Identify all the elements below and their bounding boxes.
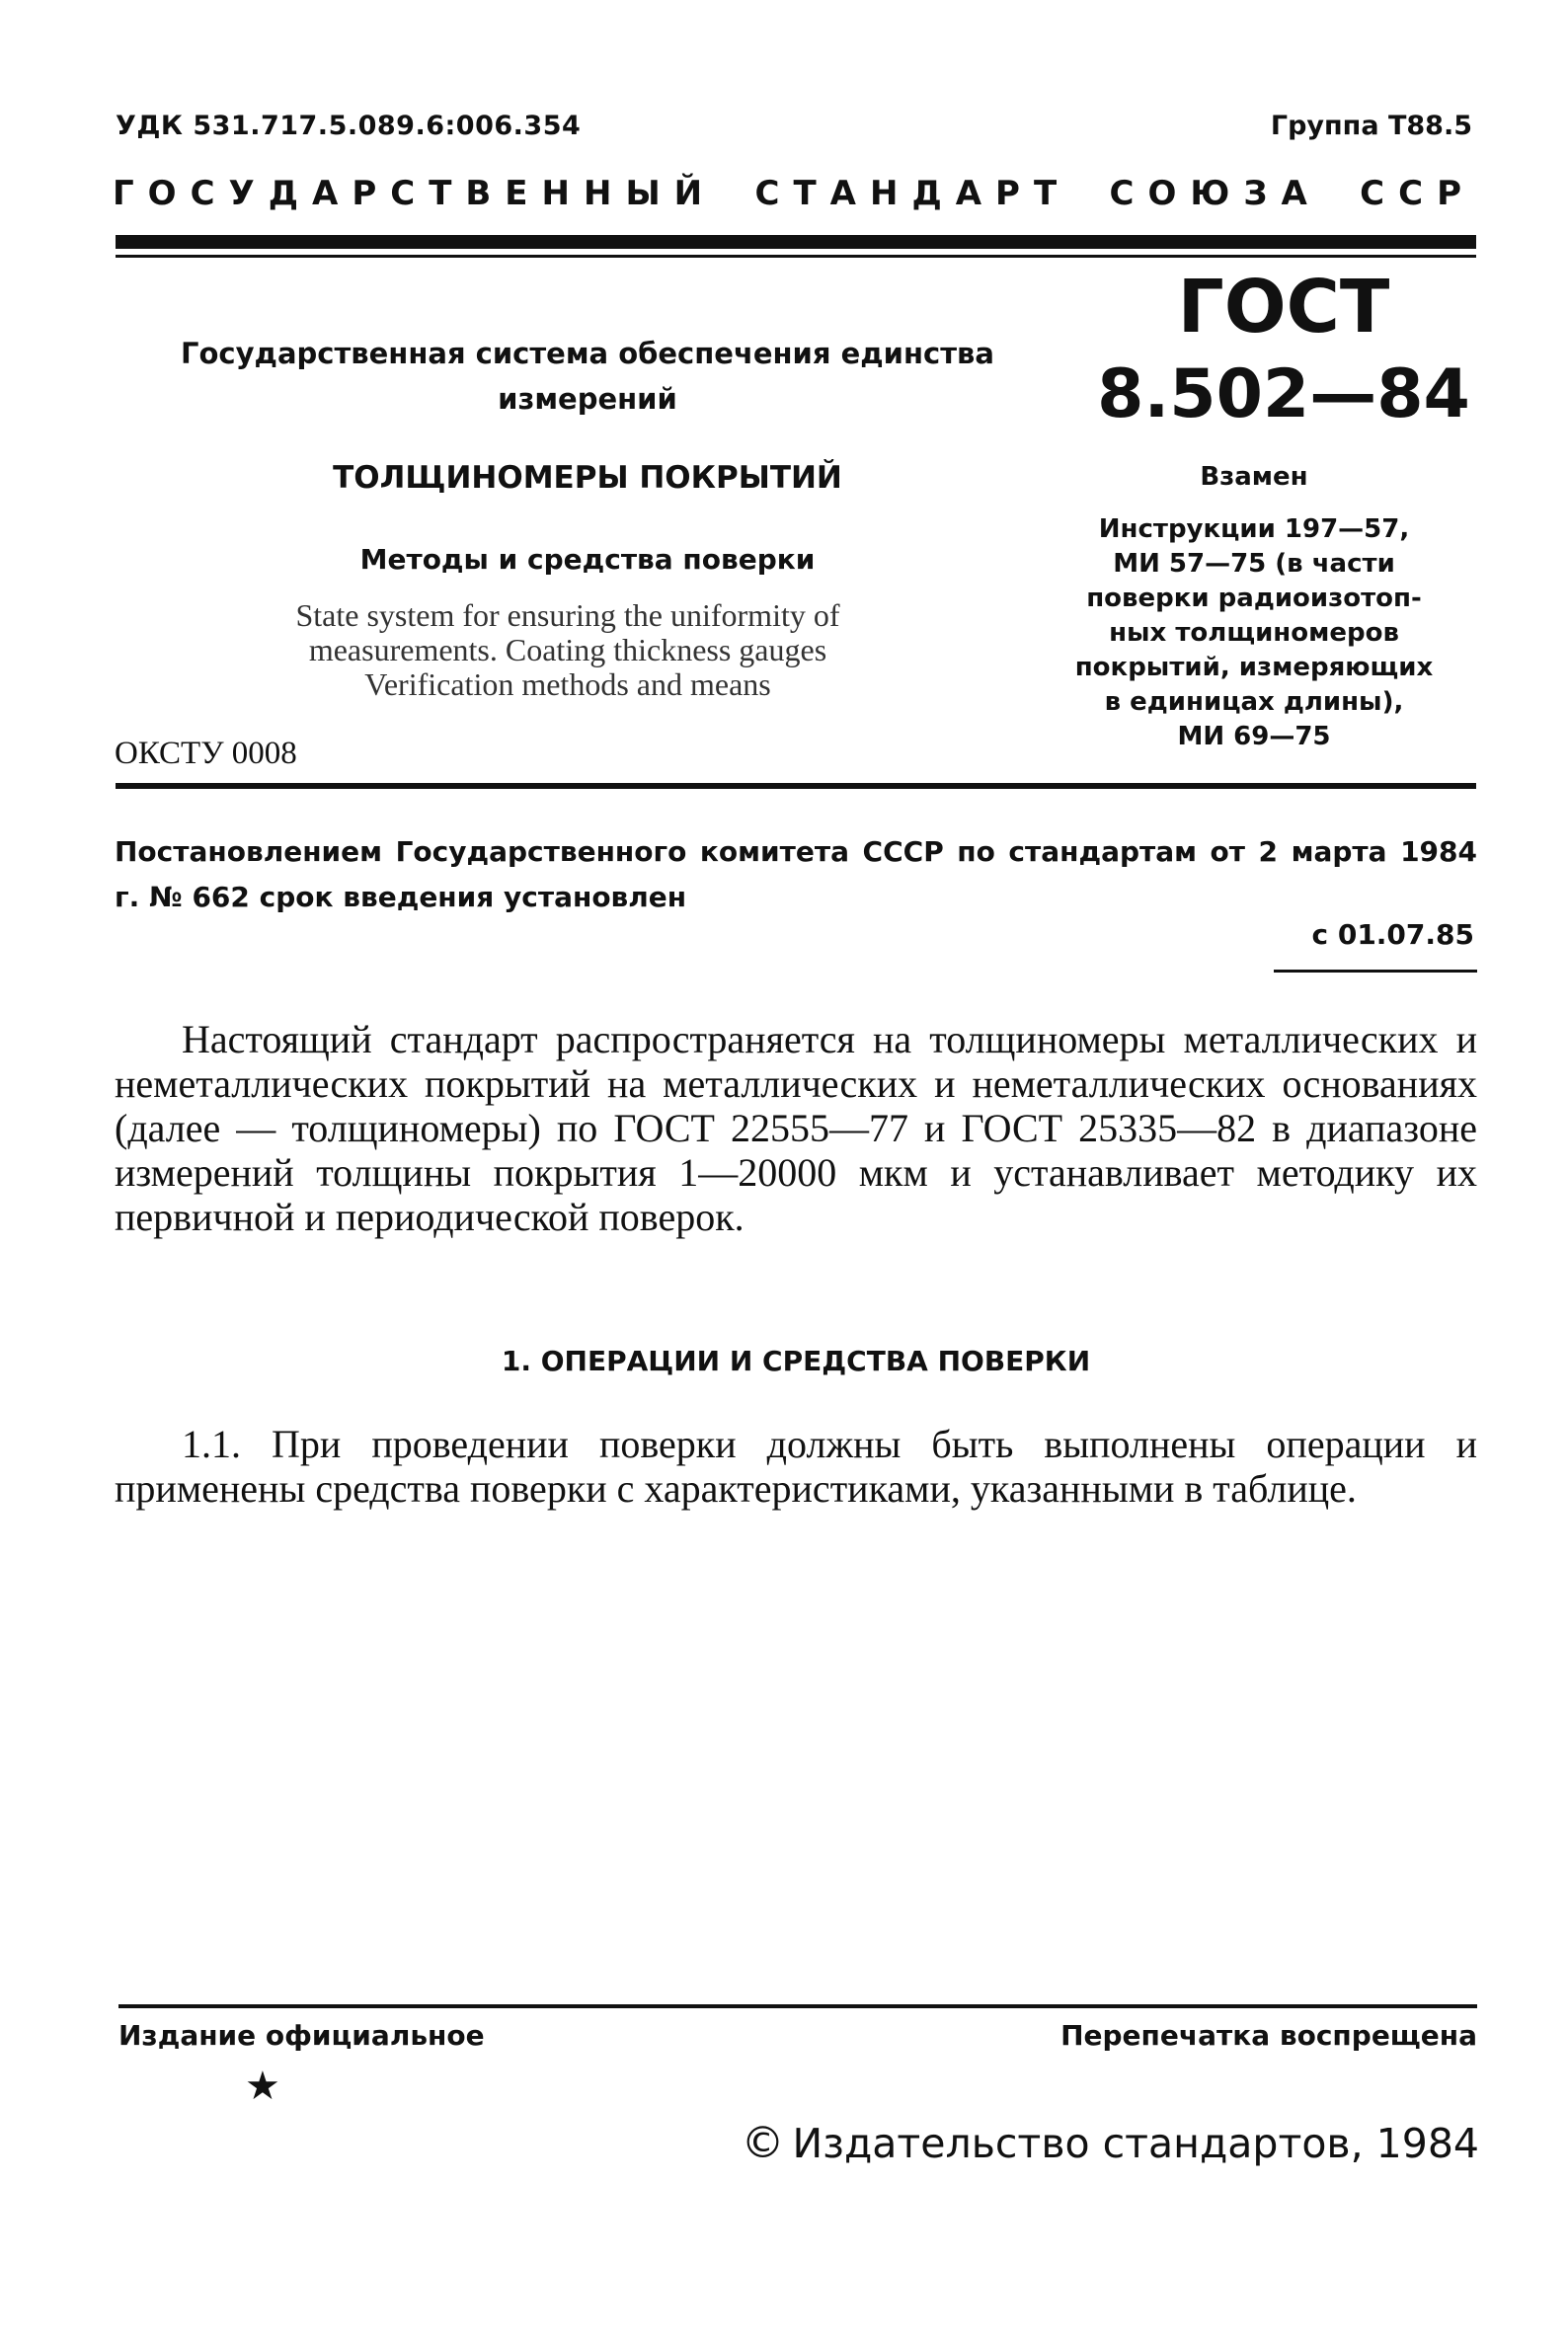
replacement-line-1: Инструкции 197—57, bbox=[1098, 514, 1410, 544]
effective-date: с 01.07.85 bbox=[1311, 918, 1474, 951]
banner-word-1: ГОСУДАРСТВЕННЫЙ bbox=[113, 174, 717, 213]
date-underline bbox=[1274, 970, 1477, 973]
gost-number: 8.502—84 bbox=[1097, 355, 1470, 433]
document-subtitle: Методы и средства поверки bbox=[359, 543, 816, 576]
group-code: Группа Т88.5 bbox=[1270, 111, 1472, 141]
middle-rule bbox=[116, 783, 1476, 789]
intro-paragraph: Настоящий стандарт распространяется на толщиномеры металлических и неметаллических покрытий на металлических и неметаллических основаниях (далее — толщиномеры) по ГОСТ 22555—77 и ГОСТ 25335—82 в диапазоне измерений толщины покрытия 1—20000 мкм и устанавливает методику их первичной и периодической поверок. bbox=[115, 1017, 1477, 1239]
udk-code: УДК 531.717.5.089.6:006.354 bbox=[116, 111, 582, 141]
replacement-line-4: ных толщиномеров bbox=[1109, 618, 1399, 648]
decree-text: Постановлением Государственного комитета СССР по стандартам от 2 марта 1984 г. № 662 срок введения установлен bbox=[115, 835, 1477, 913]
replacement-block bbox=[1057, 460, 1451, 754]
header-thick-rule bbox=[116, 235, 1476, 249]
banner-word-3: СОЮЗА bbox=[1109, 174, 1321, 213]
gost-label: ГОСТ bbox=[1177, 265, 1390, 350]
replacement-head: Взамен bbox=[1200, 462, 1308, 492]
header-thin-rule bbox=[116, 255, 1476, 258]
star-icon: ★ bbox=[245, 2064, 280, 2109]
english-line-1: State system for ensuring the uniformity of bbox=[295, 597, 840, 633]
english-title bbox=[148, 598, 987, 702]
english-line-2: measurements. Coating thickness gauges bbox=[308, 632, 827, 667]
system-line-2: измерений bbox=[498, 382, 677, 416]
publisher-line bbox=[741, 2118, 1479, 2168]
banner-word-4: ССР bbox=[1360, 174, 1475, 213]
english-line-3: Verification methods and means bbox=[364, 666, 771, 702]
official-edition: Издание официальное bbox=[118, 2019, 485, 2052]
footer-rule bbox=[118, 2004, 1477, 2008]
section-heading: 1. ОПЕРАЦИИ И СРЕДСТВА ПОВЕРКИ bbox=[501, 1345, 1091, 1377]
replacement-line-3: поверки радиоизотоп- bbox=[1086, 584, 1422, 613]
replacement-line-2: МИ 57—75 (в части bbox=[1113, 549, 1395, 579]
reprint-prohibited: Перепечатка воспрещена bbox=[1060, 2019, 1477, 2052]
replacement-line-7: МИ 69—75 bbox=[1177, 722, 1331, 751]
replacement-line-5: покрытий, измеряющих bbox=[1074, 653, 1434, 682]
okstu-code: ОКСТУ 0008 bbox=[115, 736, 297, 771]
publisher-text: Издательство стандартов, 1984 bbox=[792, 2120, 1479, 2167]
document-title: ТОЛЩИНОМЕРЫ ПОКРЫТИЙ bbox=[333, 460, 842, 496]
paragraph-1-1: 1.1. При проведении поверки должны быть выполнены операции и применены средства поверки с характеристиками, указанными в таблице. bbox=[115, 1422, 1477, 1511]
system-line-1: Государственная система обеспечения единства bbox=[181, 337, 994, 370]
state-standard-banner bbox=[113, 174, 1475, 213]
banner-word-2: СТАНДАРТ bbox=[754, 174, 1071, 213]
copyright-icon: © bbox=[741, 2118, 785, 2168]
measurement-system-title bbox=[168, 331, 1007, 422]
replacement-line-6: в единицах длины), bbox=[1104, 687, 1404, 717]
